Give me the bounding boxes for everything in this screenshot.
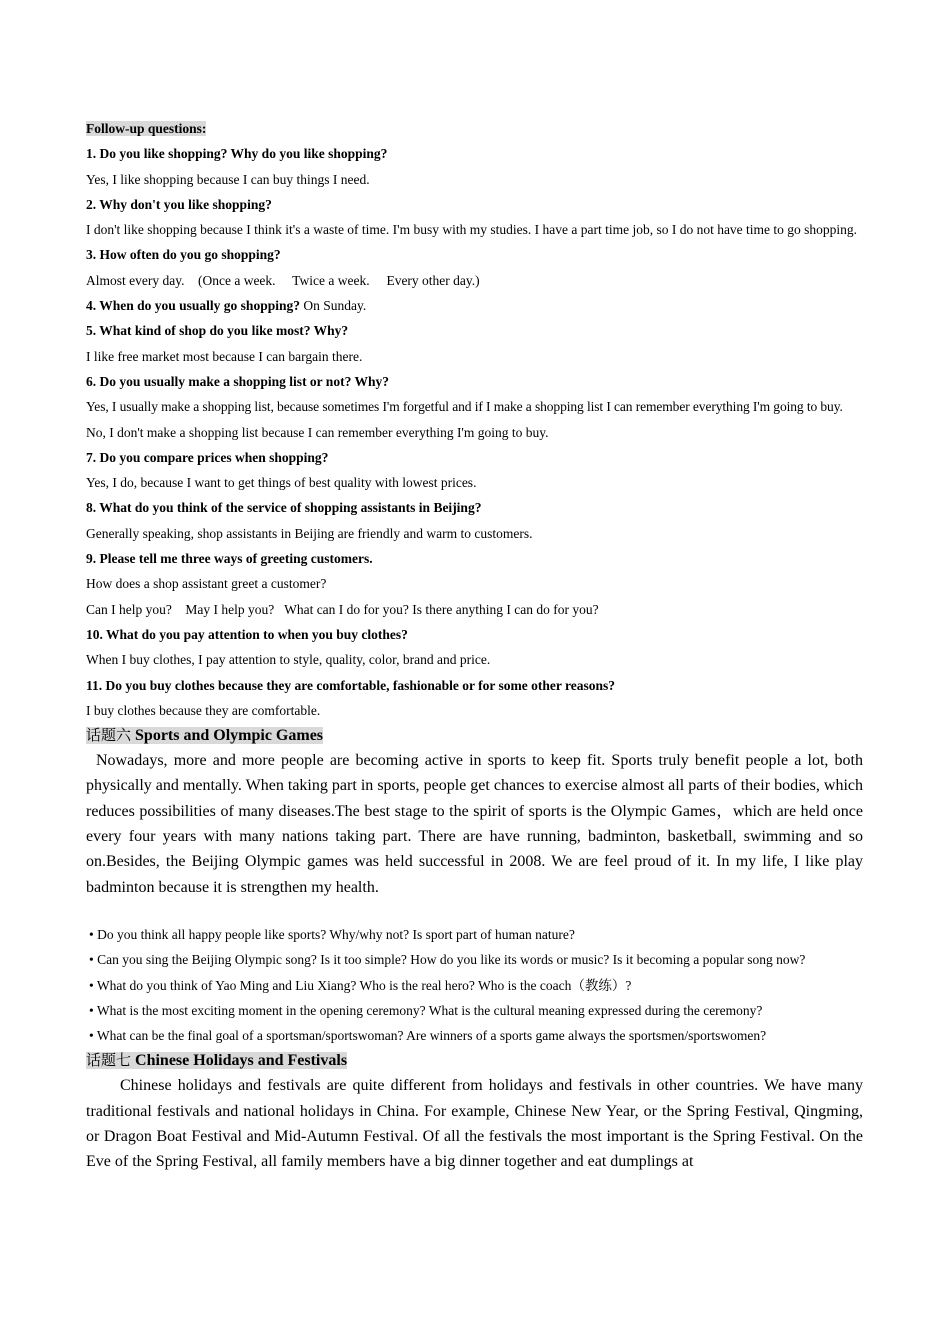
question-11: 11. Do you buy clothes because they are comfortable, fashionable or for some other reasons? xyxy=(86,677,615,693)
question-5: 5. What kind of shop do you like most? Why? xyxy=(86,323,349,339)
topic6-heading-highlight xyxy=(86,727,323,744)
followup-title-text: Follow-up questions: xyxy=(86,121,207,136)
question-6: 6. Do you usually make a shopping list or not? Why? xyxy=(86,373,389,389)
page-content xyxy=(86,116,863,1175)
answer-9a: How does a shop assistant greet a customer? xyxy=(86,576,327,592)
answer-6a: Yes, I usually make a shopping list, because sometimes I'm forgetful and if I make a shopping list I can remember everything I'm going to buy. xyxy=(86,399,843,415)
topic7-paragraph: Chinese holidays and festivals are quite different from holidays and festivals in other countries. We have many traditional festivals and national holidays in China. For example, Chinese New Year, or the Spring Festival, Qingming, or Dragon Boat Festival and Mid-Autumn Festival. Of all the festivals the most important is the Spring Festival. On the Eve of the Spring Festival, all family members have a big dinner together and eat dumplings at xyxy=(86,1077,863,1171)
answer-3: Almost every day. (Once a week. Twice a week. Every other day.) xyxy=(86,272,480,288)
topic6-bullet-5: • What can be the final goal of a sportsman/sportswoman? Are winners of a sports game always the sportsmen/sportswomen? xyxy=(89,1028,767,1044)
question-2: 2. Why don't you like shopping? xyxy=(86,196,272,212)
answer-6b: No, I don't make a shopping list because I can remember everything I'm going to buy. xyxy=(86,424,549,440)
topic6-bullet-1: • Do you think all happy people like sports? Why/why not? Is sport part of human nature? xyxy=(89,926,575,942)
question-4: 4. When do you usually go shopping? xyxy=(86,298,300,314)
answer-11: I buy clothes because they are comfortable. xyxy=(86,702,321,718)
answer-2: I don't like shopping because I think it's a waste of time. I'm busy with my studies. I have a part time job, so I do not have time to go shopping. xyxy=(86,222,858,238)
question-3: 3. How often do you go shopping? xyxy=(86,247,281,263)
answer-10: When I buy clothes, I pay attention to style, quality, color, brand and price. xyxy=(86,652,491,668)
answer-7: Yes, I do, because I want to get things of best quality with lowest prices. xyxy=(86,475,477,491)
question-9: 9. Please tell me three ways of greeting customers. xyxy=(86,551,373,567)
topic7-heading xyxy=(86,1048,863,1073)
question-1: 1. Do you like shopping? Why do you like shopping? xyxy=(86,146,388,162)
answer-4: On Sunday. xyxy=(299,298,367,314)
question-8: 8. What do you think of the service of shopping assistants in Beijing? xyxy=(86,500,482,516)
answer-9b: Can I help you? May I help you? What can I do for you? Is there anything I can do for you? xyxy=(86,601,599,617)
topic6-bullet-4: • What is the most exciting moment in the opening ceremony? What is the cultural meaning expressed during the ceremony? xyxy=(89,1002,763,1018)
answer-5: I like free market most because I can bargain there. xyxy=(86,348,363,364)
topic7-heading-en: Chinese Holidays and Festivals xyxy=(131,1052,348,1070)
topic7-heading-highlight xyxy=(86,1052,347,1069)
answer-1: Yes, I like shopping because I can buy things I need. xyxy=(86,171,370,187)
topic7-heading-zh: 话题七 xyxy=(86,1051,132,1070)
topic6-bullet-2: • Can you sing the Beijing Olympic song? Is it too simple? How do you like its words or music? Is it becoming a popular song now? xyxy=(89,952,806,968)
followup-title xyxy=(86,116,863,141)
topic6-paragraph: Nowadays, more and more people are becoming active in sports to keep fit. Sports truly benefit people a lot, both physically and mentally. When taking part in sports, people get chances to exercise almost all parts of their bodies, which reduces possibilities of many diseases.The best stage to the spirit of sports is the Olympic Games，which are held once every four years with many nations taking part. There are have running, badminton, basketball, swimming and so on.Besides, the Beijing Olympic games was held successful in 2008. We are feel proud of it. In my life, I like play badminton because it is strengthen my health. xyxy=(86,752,863,896)
topic6-heading xyxy=(86,723,863,748)
spacer xyxy=(86,900,863,922)
question-10: 10. What do you pay attention to when you buy clothes? xyxy=(86,626,408,642)
answer-8: Generally speaking, shop assistants in Beijing are friendly and warm to customers. xyxy=(86,525,533,541)
topic6-heading-en: Sports and Olympic Games xyxy=(131,727,324,745)
topic6-heading-zh: 话题六 xyxy=(86,726,132,745)
question-4-line xyxy=(86,293,863,318)
topic6-bullet-3: • What do you think of Yao Ming and Liu Xiang? Who is the real hero? Who is the coach（教练）? xyxy=(89,977,632,993)
question-7: 7. Do you compare prices when shopping? xyxy=(86,449,329,465)
